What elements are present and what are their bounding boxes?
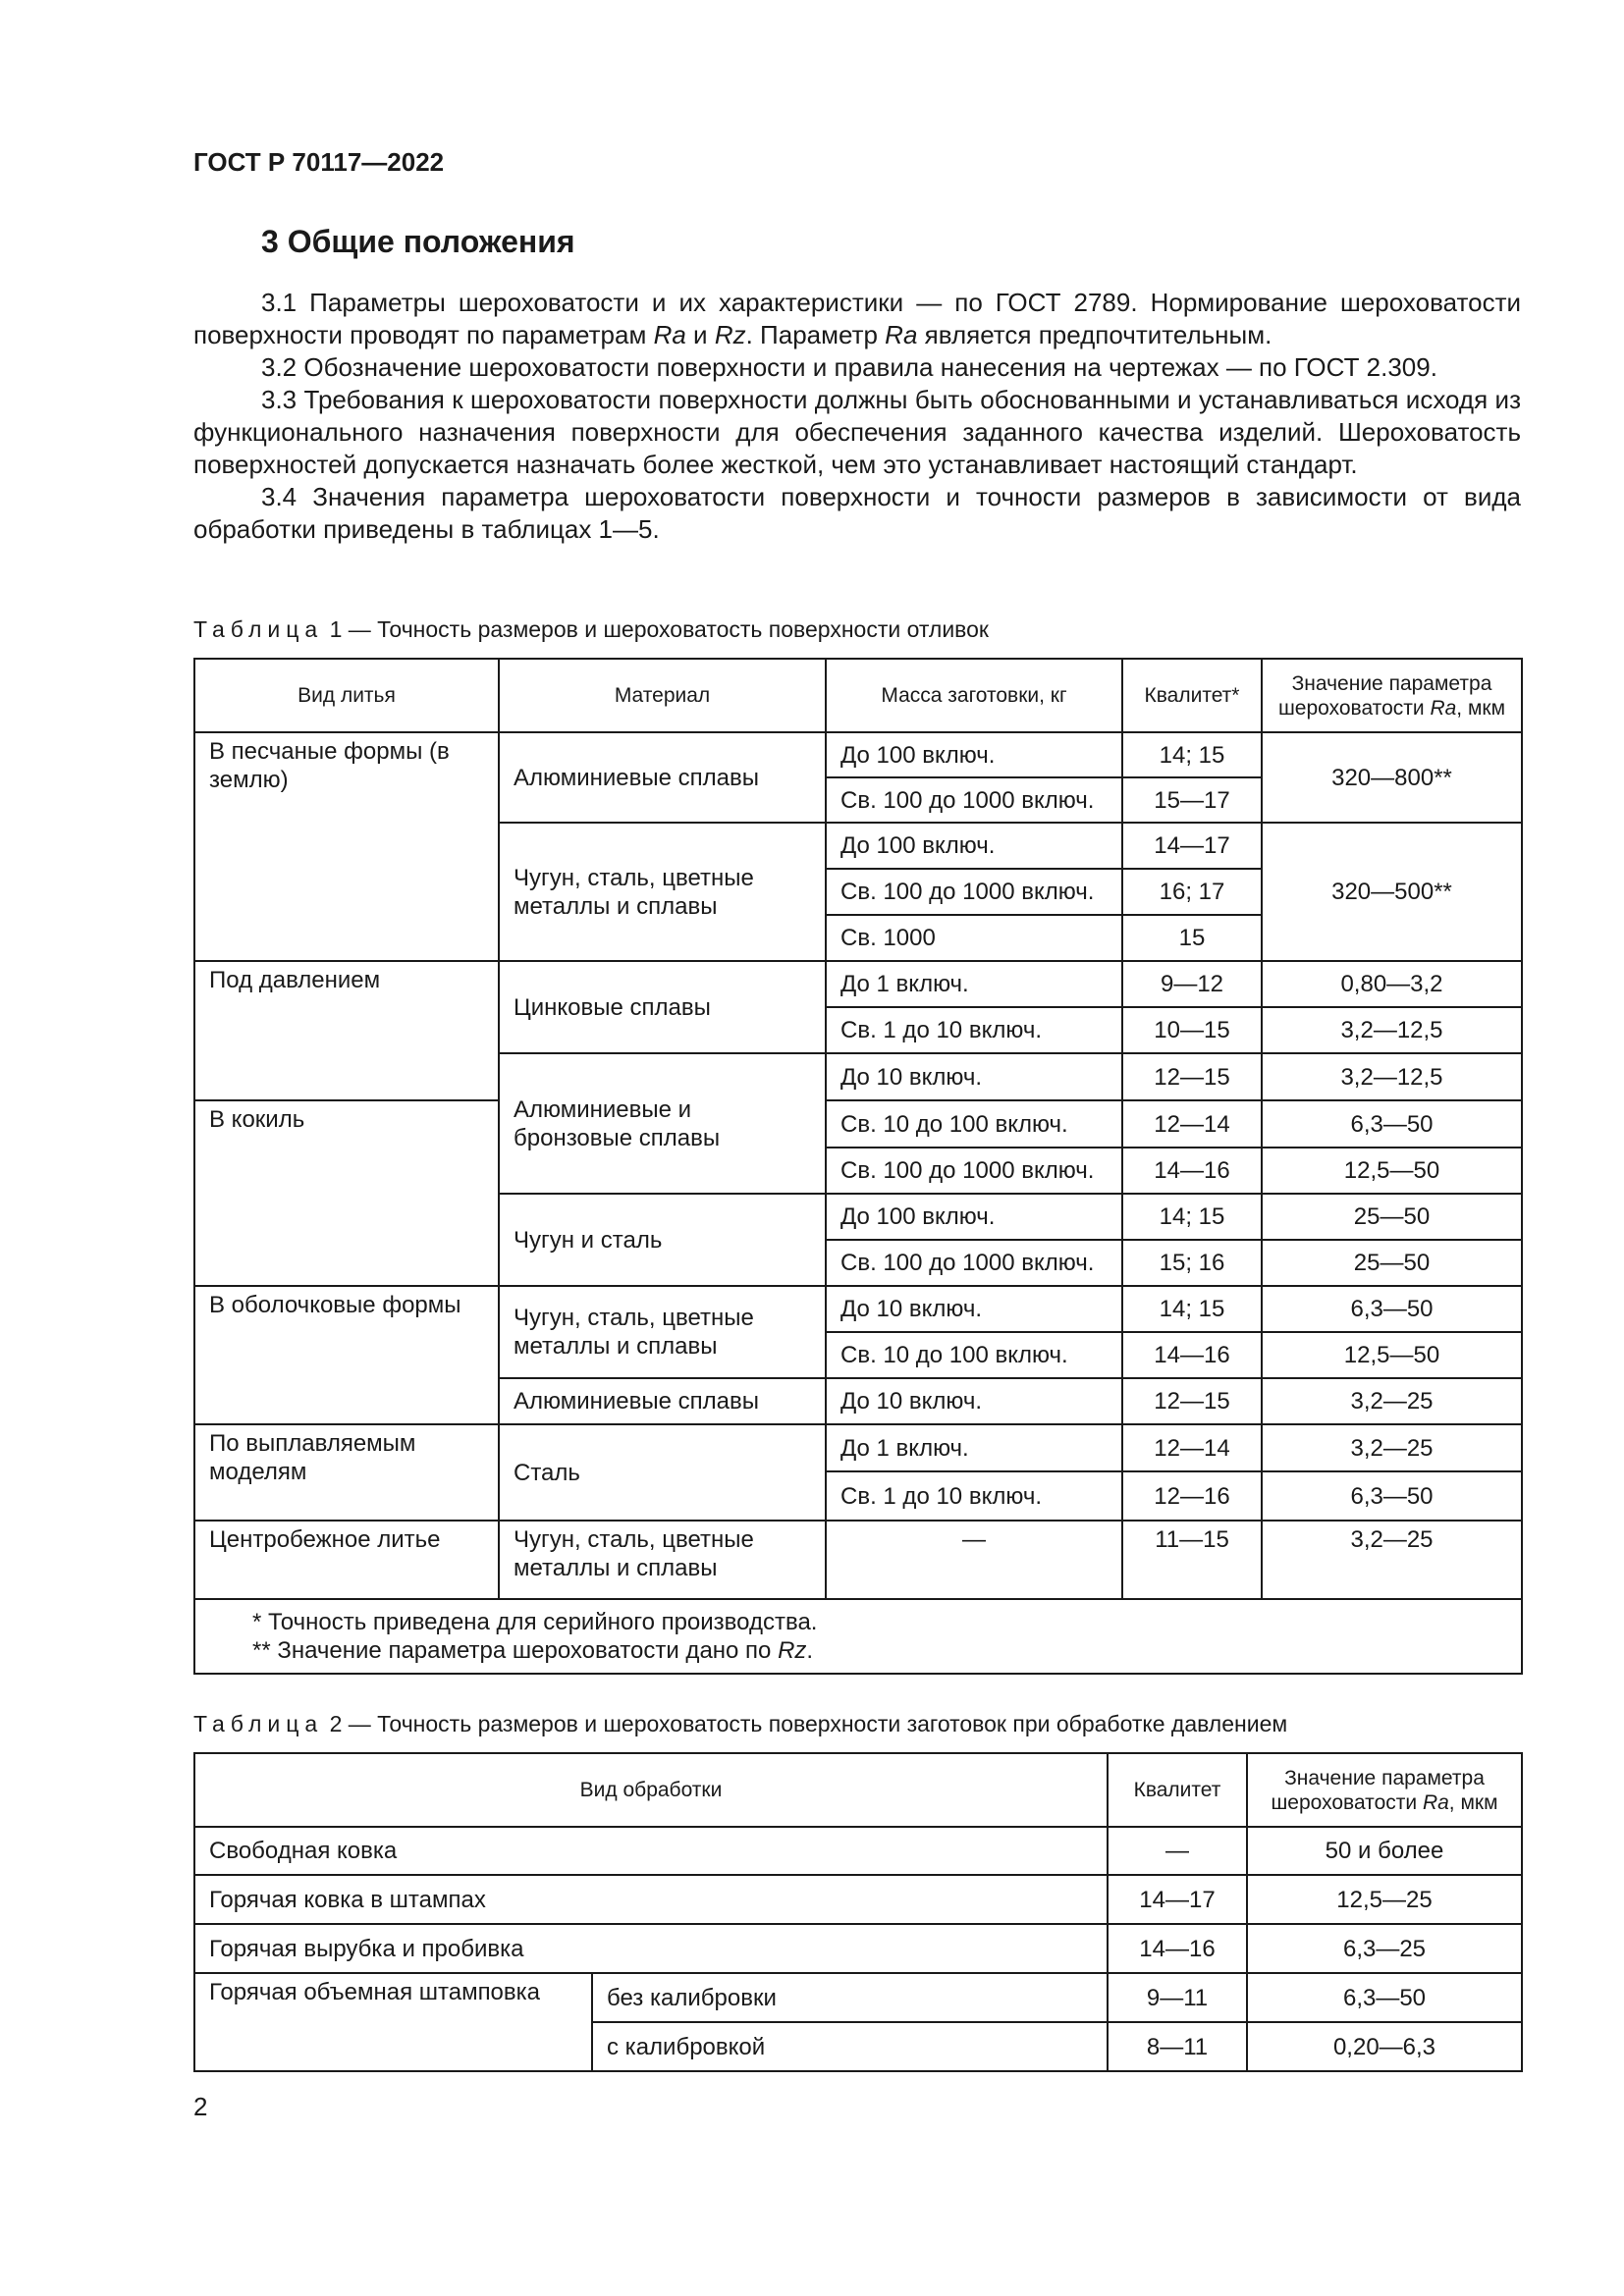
table1-header-casting: Вид литья [194, 659, 499, 732]
cell-grade: 14—16 [1122, 1148, 1262, 1194]
cell-mass: До 10 включ. [826, 1286, 1122, 1332]
cell-roughness: 6,3—50 [1262, 1100, 1522, 1148]
table2-caption: Таблица 2 — Точность размеров и шероховатость поверхности заготовок при обработке давлением [193, 1711, 1288, 1736]
footnote-1: * Точность приведена для серийного производства. [252, 1609, 818, 1635]
cell-grade: 14—16 [1108, 1924, 1247, 1973]
cell-casting-type: В кокиль [194, 1100, 499, 1286]
table-row [194, 1286, 1522, 1332]
cell-grade: 10—15 [1122, 1007, 1262, 1053]
paragraph-3-4: 3.4 Значения параметра шероховатости поверхности и точности размеров в зависимости от вида обработки приведены в таблицах 1—5. [193, 482, 1521, 544]
footnote-2: ** Значение параметра шероховатости дано по Rz. [252, 1637, 814, 1664]
paragraph-3-1: 3.1 Параметры шероховатости и их характеристики — по ГОСТ 2789. Нормирование шероховатости поверхности проводят по параметрам Ra и Rz. Параметр Ra является предпочтительным. [193, 288, 1521, 349]
cell-roughness: 3,2—25 [1262, 1521, 1522, 1599]
table1-header-roughness: Значение параметра шероховатости Ra, мкм [1262, 659, 1522, 732]
table1-header-row [194, 659, 1522, 732]
paragraph-3-2: 3.2 Обозначение шероховатости поверхности и правила нанесения на чертежах — по ГОСТ 2.309. [261, 352, 1437, 382]
cell-mass: Св. 10 до 100 включ. [826, 1100, 1122, 1148]
cell-mass: Св. 100 до 1000 включ. [826, 777, 1122, 823]
cell-grade: 12—14 [1122, 1424, 1262, 1471]
cell-roughness: 6,3—50 [1262, 1471, 1522, 1521]
cell-roughness: 0,20—6,3 [1247, 2022, 1522, 2071]
cell-roughness: 25—50 [1262, 1240, 1522, 1286]
cell-roughness: 3,2—25 [1262, 1378, 1522, 1424]
table1-footnotes [194, 1599, 1522, 1674]
cell-roughness: 3,2—12,5 [1262, 1007, 1522, 1053]
table-row [194, 1424, 1522, 1471]
cell-mass: Св. 1 до 10 включ. [826, 1471, 1122, 1521]
section-title: 3 Общие положения [261, 224, 575, 259]
cell-casting-type: В оболочковые формы [194, 1286, 499, 1424]
cell-roughness: 6,3—50 [1247, 1973, 1522, 2022]
table1-caption: Таблица 1 — Точность размеров и шероховатость поверхности отливок [193, 616, 989, 642]
cell-material: Чугун, сталь, цветные металлы и сплавы [499, 823, 826, 961]
table2-header-processing: Вид обработки [194, 1753, 1108, 1827]
cell-grade: 15; 16 [1122, 1240, 1262, 1286]
cell-mass: Св. 1000 [826, 915, 1122, 961]
cell-grade: 15 [1122, 915, 1262, 961]
table-row [194, 1924, 1522, 1973]
cell-material: Чугун, сталь, цветные металлы и сплавы [499, 1286, 826, 1378]
cell-grade: 8—11 [1108, 2022, 1247, 2071]
cell-sub-processing: с калибровкой [592, 2022, 1108, 2071]
cell-casting-type: В песчаные формы (в землю) [194, 732, 499, 961]
cell-roughness: 320—500** [1262, 823, 1522, 961]
cell-mass: До 100 включ. [826, 823, 1122, 869]
table1-castings [193, 658, 1523, 1675]
cell-material: Алюминиевые сплавы [499, 732, 826, 823]
cell-material: Сталь [499, 1424, 826, 1521]
cell-mass: До 100 включ. [826, 732, 1122, 777]
cell-casting-type: Под давлением [194, 961, 499, 1100]
cell-mass: Св. 100 до 1000 включ. [826, 1240, 1122, 1286]
table-row [194, 732, 1522, 777]
table2-header-grade: Квалитет [1108, 1753, 1247, 1827]
cell-material: Чугун, сталь, цветные металлы и сплавы [499, 1521, 826, 1599]
cell-grade: 12—16 [1122, 1471, 1262, 1521]
cell-grade: 14—16 [1122, 1332, 1262, 1378]
table-row [194, 1973, 1522, 2022]
body-text [193, 287, 1521, 546]
cell-grade: 12—15 [1122, 1378, 1262, 1424]
cell-grade: 15—17 [1122, 777, 1262, 823]
cell-processing: Свободная ковка [194, 1827, 1108, 1875]
cell-grade: 12—14 [1122, 1100, 1262, 1148]
table2-header-roughness: Значение параметра шероховатости Ra, мкм [1247, 1753, 1522, 1827]
table-row [194, 1100, 1522, 1148]
cell-roughness: 3,2—25 [1262, 1424, 1522, 1471]
cell-mass: Св. 100 до 1000 включ. [826, 869, 1122, 915]
cell-material: Алюминиевые сплавы [499, 1378, 826, 1424]
table-row [194, 961, 1522, 1007]
cell-sub-processing: без калибровки [592, 1973, 1108, 2022]
cell-material: Алюминиевые и бронзовые сплавы [499, 1053, 826, 1194]
cell-mass: Св. 10 до 100 включ. [826, 1332, 1122, 1378]
cell-roughness: 50 и более [1247, 1827, 1522, 1875]
cell-mass: До 10 включ. [826, 1378, 1122, 1424]
cell-mass: — [826, 1521, 1122, 1599]
cell-grade: 14; 15 [1122, 732, 1262, 777]
page-number: 2 [193, 2092, 208, 2121]
cell-grade: 14; 15 [1122, 1286, 1262, 1332]
cell-mass: До 1 включ. [826, 961, 1122, 1007]
cell-roughness: 25—50 [1262, 1194, 1522, 1240]
cell-roughness: 6,3—25 [1247, 1924, 1522, 1973]
table-row [194, 1875, 1522, 1924]
table-row [194, 1827, 1522, 1875]
cell-grade: 14—17 [1108, 1875, 1247, 1924]
cell-grade: 9—12 [1122, 961, 1262, 1007]
table-row [194, 1521, 1522, 1599]
cell-grade: 12—15 [1122, 1053, 1262, 1100]
cell-grade: 16; 17 [1122, 869, 1262, 915]
table2-header-row [194, 1753, 1522, 1827]
cell-grade: 14; 15 [1122, 1194, 1262, 1240]
cell-material: Цинковые сплавы [499, 961, 826, 1053]
table2-pressure-processing [193, 1752, 1523, 2072]
cell-roughness: 320—800** [1262, 732, 1522, 823]
table1-header-mass: Масса заготовки, кг [826, 659, 1122, 732]
cell-material: Чугун и сталь [499, 1194, 826, 1286]
cell-processing: Горячая ковка в штампах [194, 1875, 1108, 1924]
cell-processing: Горячая вырубка и пробивка [194, 1924, 1108, 1973]
cell-grade: 14—17 [1122, 823, 1262, 869]
table1-header-grade: Квалитет* [1122, 659, 1262, 732]
cell-mass: Св. 1 до 10 включ. [826, 1007, 1122, 1053]
cell-grade: — [1108, 1827, 1247, 1875]
cell-processing: Горячая объемная штамповка [194, 1973, 592, 2071]
paragraph-3-3: 3.3 Требования к шероховатости поверхности должны быть обоснованными и устанавливаться исходя из функционального назначения поверхности для обеспечения заданного качества изделий. Шероховатость поверхностей допускается назначать более жесткой, чем это устанавливает настоящий стандарт. [193, 385, 1521, 479]
cell-casting-type: По выплавляемым моделям [194, 1424, 499, 1521]
cell-grade: 11—15 [1122, 1521, 1262, 1599]
cell-roughness: 12,5—50 [1262, 1332, 1522, 1378]
table1-header-material: Материал [499, 659, 826, 732]
cell-roughness: 12,5—25 [1247, 1875, 1522, 1924]
cell-roughness: 3,2—12,5 [1262, 1053, 1522, 1100]
cell-roughness: 0,80—3,2 [1262, 961, 1522, 1007]
cell-roughness: 6,3—50 [1262, 1286, 1522, 1332]
cell-mass: До 100 включ. [826, 1194, 1122, 1240]
cell-casting-type: Центробежное литье [194, 1521, 499, 1599]
cell-grade: 9—11 [1108, 1973, 1247, 2022]
cell-roughness: 12,5—50 [1262, 1148, 1522, 1194]
document-header: ГОСТ Р 70117—2022 [193, 147, 445, 177]
cell-mass: Св. 100 до 1000 включ. [826, 1148, 1122, 1194]
table1-notes-row [194, 1599, 1522, 1674]
cell-mass: До 1 включ. [826, 1424, 1122, 1471]
cell-mass: До 10 включ. [826, 1053, 1122, 1100]
